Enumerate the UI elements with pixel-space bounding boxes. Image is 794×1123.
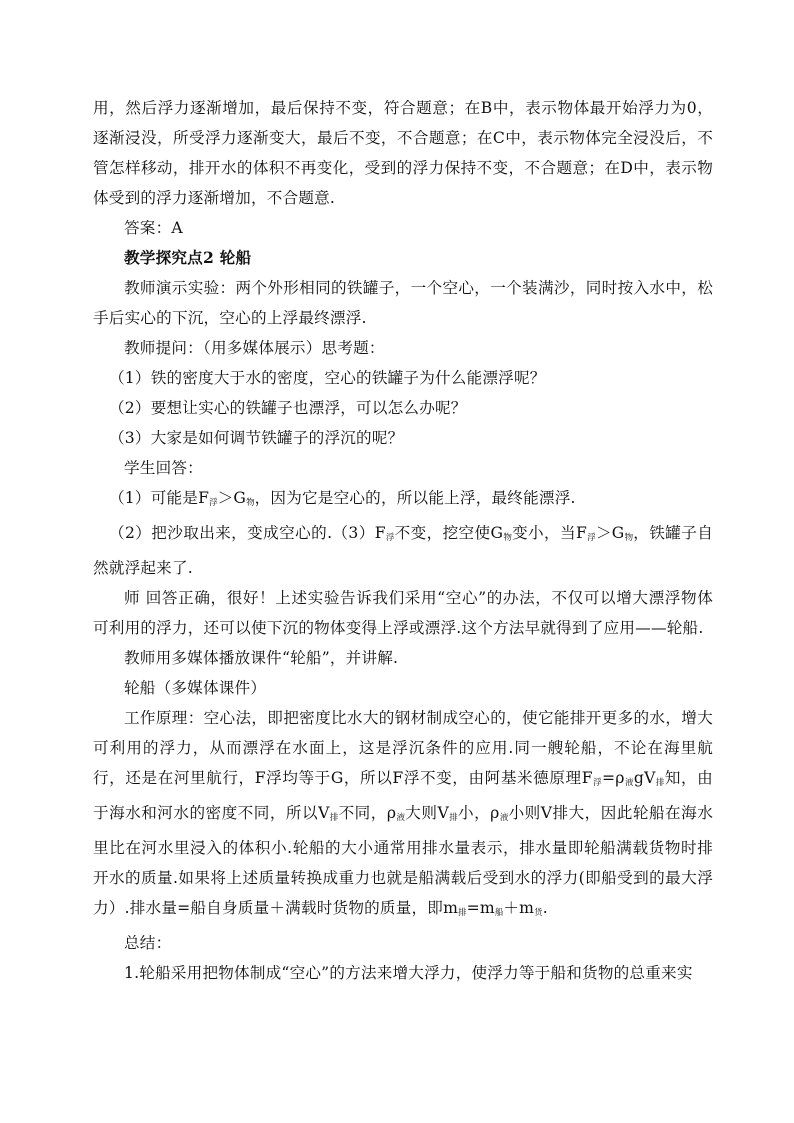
answer-2: （2）把沙取出来，变成空心的$.(3)F_浮$不变，挖空使$G_物$变小，当$F_浮>G_物$，铁罐子自然就浮起来了. — [93, 524, 713, 577]
answer-line: 答案：A — [124, 219, 183, 237]
paragraph-play-courseware: 教师用多媒体播放课件“轮船”，并讲解. — [124, 649, 399, 667]
section-heading: 教学探究点2 轮船 — [124, 248, 252, 267]
summary-label: 总结： — [124, 934, 172, 952]
paragraph-demo: 教师演示实验：两个外形相同的铁罐子，一个空心，一个装满沙，同时按入水中，松手后实心的下沉，空心的上浮最终漂浮. — [93, 279, 713, 327]
ship-courseware-title: 轮船（多媒体课件） — [124, 679, 267, 697]
paragraph-continued-solution: 用，然后浮力逐渐增加，最后保持不变，符合题意；在B中，表示物体最开始浮力为0，逐渐浸没，所受浮力逐渐变大，最后不变，不合题意；在C中，表示物体完全浸没后，不管怎样移动，排开水的体积不再变化，受到的浮力保持不变，不合题意；在D中，表示物体受到的浮力逐渐增加，不合题意. — [93, 99, 713, 207]
paragraph-teacher-reply: 师 回答正确，很好！上述实验告诉我们采用“空心”的办法，不仅可以增大漂浮物体可利用的浮力，还可以使下沉的物体变得上浮或漂浮.这个方法早就得到了应用——轮船. — [93, 589, 713, 637]
question-1: （1）铁的密度大于水的密度，空心的铁罐子为什么能漂浮呢？ — [109, 369, 546, 387]
answer-1: （1）可能是$F_浮>G_物$，因为它是空心的，所以能上浮，最终能漂浮. — [109, 489, 576, 508]
paragraph-working-principle: 工作原理：空心法，即把密度比水大的钢材制成空心的，使它能排开更多的水，增大可利用的浮力，从而漂浮在水面上，这是浮沉条件的应用.同一艘轮船，不论在海里航行，还是在河里航行，F浮均等于G，所以F浮不变，由阿基米德原理$F_浮=\rho_液gV_排$知，由于海水和河水的密度不同，所以$V_排$不同，$\rho_液$大则$V_排$小，$\rho_液$小则V排大，因此轮船在海水里比在河水里浸入的体积小.轮船的大小通常用排水量表示，排水量即轮船满载货物时排开水的质量.如果将上述质量转换成重力也就是船满载后受到水的浮力(即船受到的最大浮力）.排水量=船自身质量＋满载时货物的质量，即$m_排=m_船+m_货$. — [93, 709, 713, 918]
document-body — [93, 93, 713, 988]
summary-item-1: 1.轮船采用把物体制成“空心”的方法来增大浮力，使浮力等于船和货物的总重来实 — [124, 964, 693, 982]
question-3: （3）大家是如何调节铁罐子的浮沉的呢？ — [109, 429, 404, 447]
student-answer-label: 学生回答： — [124, 459, 203, 477]
paragraph-teacher-ask: 教师提问：（用多媒体展示）思考题： — [124, 339, 385, 357]
question-2: （2）要想让实心的铁罐子也漂浮，可以怎么办呢？ — [109, 399, 467, 417]
